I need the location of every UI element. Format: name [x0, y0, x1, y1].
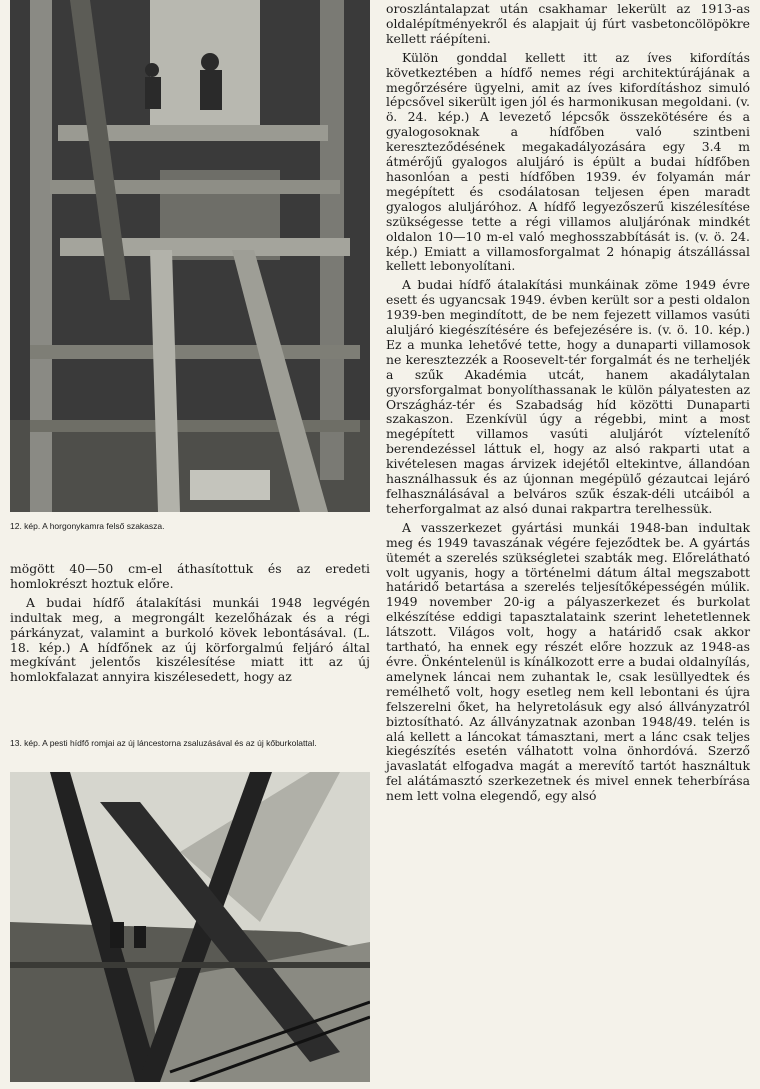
right-paragraph-4: A vasszerkezet gyártási munkái 1948-ban indultak meg és 1949 tavaszának végére fejeződtek be. A gyártás ütemét a szerelés szükségletei szabták meg. Előrelátható volt ugyanis, hogy a történelmi dátum által megszabott határidő betartása a szerelés teljesítőképességén múlik. 1949 november 20-ig a pályaszerkezet és burkolat elkészítése eddigi tapasztalataink szerint lehetetlennek látszott. Világos volt, hogy a határidő csak akkor tartható, ha ennek egy részét előre hozzuk az 1948-as évre. Önkéntelenül is kínálkozott erre a budai oldalnyílás, amelynek láncai nem zuhantak le, csak lesüllyedtek és remélhető volt, hogy esetleg nem kell lebontani és újra felszerelni őket, ha helyretolásuk egy alsó állványzatról biztosítható. Az állványzatnak azonban 1948/49. telén is alá kellett a láncokat támasztani, mert a lánc csak teljes kiegészítés esetén válhatott volna önhordóvá. Szerző javaslatát elfogadva magát a merevítő tartót használtuk fel alátámasztó szerkezetnek és mivel ennek teherbírása nem lett volna elegendő, egy alsó [386, 519, 751, 804]
figure-13-illustration [10, 772, 370, 1082]
right-paragraph-2: Külön gonddal kellett itt az íves kifordítás következtében a hídfő nemes régi architektúrájának a megőrzésére ügyelni, amit az íves kifordításhoz simuló lépcsővel sikerült igen jól és harmonikusan megoldani. (v. ö. 24. kép.) A levezető lépcsők összekötésére és a gyalogosoknak a hídfőben való szintbeni kereszteződésének megakadályozására egy 3.4 m átmérőjű gyalogos aluljáró is épült a budai hídfőben hasonlóan a pesti hídfőben 1939. év folyamán már megépített és csodálatosan teljesen épen maradt gyalogos aluljáróhoz. A hídfő legyezőszerű kiszélesítése szükségesse tette a régi villamos aluljárónak mindkét oldalon 10—10 m-el való meghosszabbítását is. (v. ö. 24. kép.) Emiatt a villamosforgalmat 2 hónapig átszállással kellett lebonyolítani. [386, 49, 750, 274]
figure-12-illustration [10, 0, 370, 512]
figure-12-photo [10, 0, 370, 512]
right-column-text [386, 2, 750, 804]
left-paragraph-1: mögött 40—50 cm-el áthasítottuk és az eredeti homlokrészt hoztuk előre. [10, 561, 370, 591]
figure-13-caption: 13. kép. A pesti hídfő romjai az új láncestorna zsaluzásával és az új kőburkolattal. [10, 738, 317, 748]
left-paragraph-2: A budai hídfő átalakítási munkái 1948 legvégén indultak meg, a megrongált kezelőházak és a régi párkányzat, valamint a burkoló kövek lebontásával. (L. 18. kép.) A hídfőnek az új körforgalmú feljáró által megkívánt jelentős kiszélesítése miatt itt az új homlokfalazat annyira kiszélesedett, hogy az [10, 594, 370, 685]
left-column-text [10, 562, 370, 685]
right-paragraph-1: oroszlántalapzat után csakhamar lekerült az 1913-as oldalépítményekről és alapjait új fúrt vasbetoncölöpökre kellett ráépíteni. [386, 1, 750, 46]
figure-13-photo [10, 772, 370, 1082]
figure-12-caption: 12. kép. A horgonykamra felső szakasza. [10, 521, 165, 531]
right-paragraph-3: A budai hídfő átalakítási munkáinak zöme 1949 évre esett és ugyancsak 1949. évben került sor a pesti oldalon 1939-ben megindított, de be nem fejezett villamos vasúti aluljáró kiegészítésére és befejezésére is. (v. ö. 10. kép.) Ez a munka lehetővé tette, hogy a dunaparti villamosok ne keresztezzék a Roosevelt-tér forgalmát és ne terheljék a szűk Akadémia utcát, hanem akadálytalan gyorsforgalmat bonyolíthassanak le külön pályatesten az Országház-tér és Szabadság híd közötti Dunaparti szakaszon. Ezenkívül úgy a régebbi, mint a most megépített villamos vasúti aluljárót víztelenítő berendezéssel láttuk el, hogy az alsó rakparti utat a kivételesen magas árvizek idejétől eltekintve, állandóan használhassuk és az újonnan megépülő gézautcai lejáró felhasználásával a belváros szűk észak-déli utcáiból a teherforgalmat az alsó dunai rakpartra terelhessük. [386, 277, 750, 516]
